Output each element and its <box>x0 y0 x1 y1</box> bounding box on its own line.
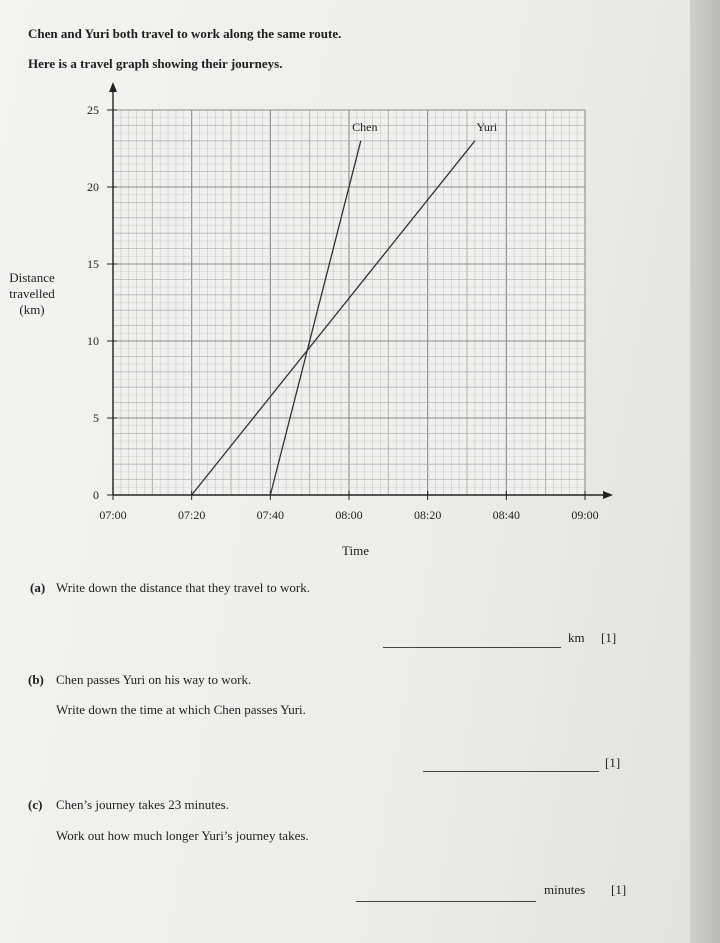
page-edge <box>690 0 720 943</box>
x-tick-label: 07:20 <box>177 508 206 522</box>
question-a-text: Write down the distance that they travel to work. <box>56 580 310 595</box>
question-c-marks: [1] <box>611 882 627 897</box>
question-b-marks: [1] <box>605 755 621 770</box>
y-tick-label: 25 <box>87 103 99 117</box>
intro-line-2: Here is a travel graph showing their journeys. <box>28 56 283 71</box>
y-tick-label: 20 <box>87 180 99 194</box>
question-c-label: (c) <box>28 797 43 812</box>
intro-line-1: Chen and Yuri both travel to work along the same route. <box>28 26 342 41</box>
x-tick-label: 08:40 <box>492 508 521 522</box>
question-a-marks: [1] <box>601 630 617 645</box>
answer-c-line[interactable] <box>356 901 536 902</box>
y-axis-label-line-1: Distance <box>9 270 55 285</box>
question-a-label: (a) <box>30 580 46 595</box>
question-b-text: Chen passes Yuri on his way to work. <box>56 672 252 687</box>
series-label-yuri: Yuri <box>476 119 498 134</box>
x-axis-label: Time <box>342 543 369 558</box>
y-tick-label: 5 <box>93 411 99 425</box>
answer-a-unit: km <box>568 630 585 645</box>
y-axis-label-line-2: travelled <box>9 286 55 301</box>
x-tick-label: 07:40 <box>256 508 285 522</box>
x-tick-label: 08:20 <box>413 508 442 522</box>
series-label-chen: Chen <box>352 119 378 134</box>
x-tick-label: 07:00 <box>99 508 127 522</box>
y-axis-label-line-3: (km) <box>19 302 45 317</box>
answer-b-line[interactable] <box>423 771 599 772</box>
question-c-text: Chen’s journey takes 23 minutes. <box>56 797 229 812</box>
y-tick-label: 15 <box>87 257 99 271</box>
x-tick-label: 08:00 <box>335 508 363 522</box>
answer-c-unit: minutes <box>544 882 586 897</box>
answer-a-line[interactable] <box>383 647 561 648</box>
y-tick-label: 0 <box>93 488 99 502</box>
question-c-text-2: Work out how much longer Yuri’s journey takes. <box>56 828 309 843</box>
y-tick-label: 10 <box>87 334 99 348</box>
x-axis-arrow <box>603 491 613 499</box>
x-tick-label: 09:00 <box>571 508 599 522</box>
question-b-label: (b) <box>28 672 44 687</box>
question-b-text-2: Write down the time at which Chen passes Yuri. <box>56 702 306 717</box>
y-axis-arrow <box>109 82 117 92</box>
